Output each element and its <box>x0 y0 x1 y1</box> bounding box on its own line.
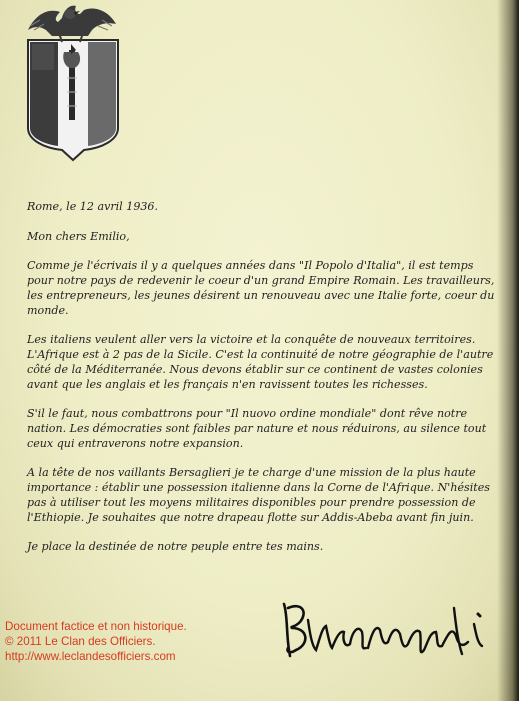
disclaimer-copyright: © 2011 Le Clan des Officiers. <box>5 635 156 648</box>
letter-paragraph-3: S'il le faut, nous combattrons pour "Il nuovo ordine mondiale" dont rêve notre nation. Les démocraties sont faibles par nature et nous réduirons, au silence tout ceux qui entraverons notre expansion. <box>27 407 487 450</box>
letter-paragraph-1: Comme je l'écrivais il y a quelques années dans "Il Popolo d'Italia", il est temps pour notre pays de redevenir le coeur d'un grand Empire Romain. Les travailleurs, les entrepreneurs, les jeunes désirent un renouveau avec une Italie forte, coeur du monde. <box>27 259 495 317</box>
letter-body <box>27 199 497 568</box>
disclaimer-notice: Document factice et non historique. <box>5 620 187 633</box>
letter-closing: Je place la destinée de notre peuple entre tes mains. <box>27 540 324 553</box>
letter-paragraph-4: A la tête de nos vaillants Bersaglieri je te charge d'une mission de la plus haute importance : établir une possession italienne dans la Corne de l'Afrique. N'hésites pas à utiliser tout les moyens militaires disponibles pour prendre possession de l'Ethiopie. Je souhaites que notre drapeau flotte sur Addis-Abeba avant fin juin. <box>27 466 490 524</box>
eagle-crest-icon <box>18 0 123 162</box>
letter-date: Rome, le 12 avril 1936. <box>27 200 159 213</box>
disclaimer-url[interactable]: http://www.leclandesofficiers.com <box>5 650 176 663</box>
letter-paragraph-2: Les italiens veulent aller vers la victoire et la conquête de nouveaux territoires. L'Afrique est à 2 pas de la Sicile. C'est la continuité de notre géographie de l'autre côté de la Méditerranée. Nous devons établir sur ce continent de vastes colonies avant que les anglais et les français n'en ravissent toutes les richesses. <box>27 333 494 391</box>
letter-salutation: Mon chers Emilio, <box>27 230 130 243</box>
disclaimer <box>5 619 235 664</box>
signature-icon <box>278 598 490 664</box>
